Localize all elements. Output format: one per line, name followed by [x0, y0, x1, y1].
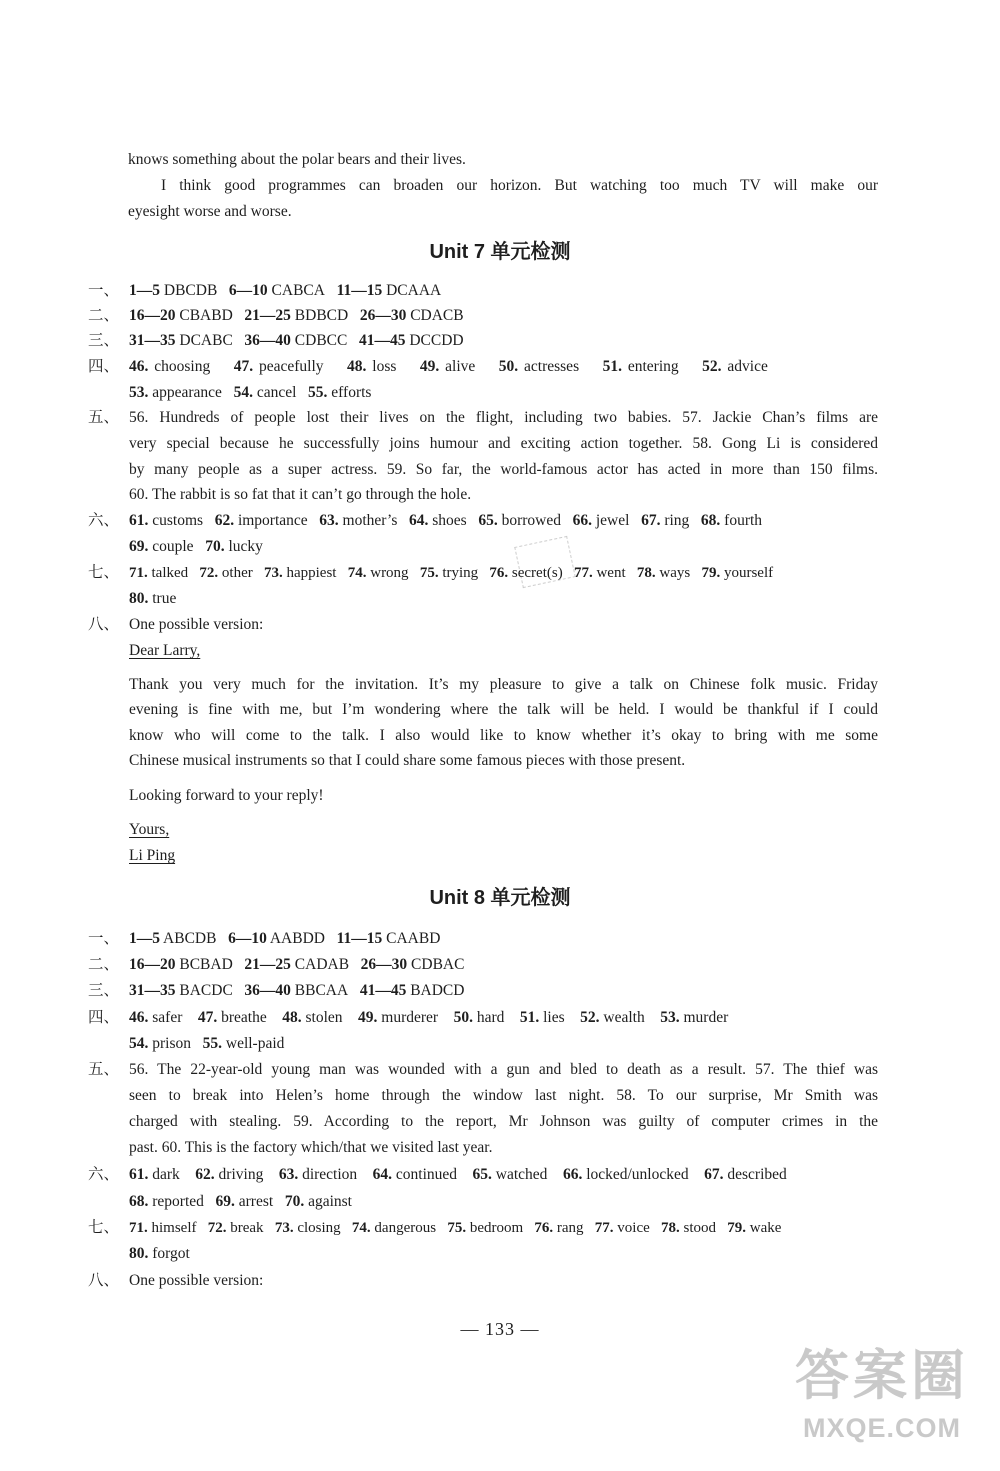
- section-label: 四、: [88, 1009, 120, 1026]
- letter-name: Li Ping: [129, 847, 176, 864]
- unit7-section-4-row2: 53. appearance 54. cancel 55. efforts: [129, 384, 372, 401]
- unit8-section-8-intro: One possible version:: [129, 1272, 264, 1289]
- unit8-section-6-row2: 68. reported 69. arrest 70. against: [129, 1193, 352, 1210]
- watermark-logo-text: 答案圈: [795, 1346, 969, 1406]
- section-label: 六、: [88, 1166, 120, 1183]
- unit8-section-7-row2: 80. forgot: [129, 1245, 190, 1262]
- unit8-section-4-row2: 54. prison 55. well-paid: [129, 1035, 285, 1052]
- section-label: 七、: [88, 1219, 120, 1236]
- section-label: 五、: [88, 409, 120, 426]
- unit7-title: Unit 7 单元检测: [429, 241, 571, 263]
- letter-salutation: Dear Larry,: [129, 642, 201, 659]
- section-label: 七、: [88, 564, 120, 581]
- section-label: 一、: [88, 282, 120, 299]
- letter-closing: Looking forward to your reply!: [129, 787, 324, 804]
- unit8-section-5-line: charged with stealing. 59. According to the report, Mr Johnson was guilty of computer crimes in the: [129, 1113, 878, 1130]
- unit7-section-1: 1—5 DBCDB 6—10 CABCA 11—15 DCAAA: [129, 282, 442, 299]
- section-label: 八、: [88, 616, 120, 633]
- unit7-section-7-row1: 71. talked 72. other 73. happiest 74. wrong 75. trying 76. secret(s) 77. went 78. ways 79. yourself: [129, 565, 774, 581]
- section-label: 五、: [88, 1061, 120, 1078]
- unit8-section-4-row1: 46. safer 47. breathe 48. stolen 49. murderer 50. hard 51. lies 52. wealth 53. murder: [129, 1009, 729, 1026]
- unit7-section-5-line: 56. Hundreds of people lost their lives on the flight, including two babies. 57. Jackie Chan’s films are: [129, 409, 878, 426]
- section-label: 三、: [88, 332, 120, 349]
- site-watermark: [778, 1341, 986, 1461]
- unit7-section-5-line: 60. The rabbit is so fat that it can’t go through the hole.: [129, 486, 472, 503]
- unit7-section-5-line: very special because he successfully joins humour and exciting action together. 58. Gong Li is considered: [129, 435, 878, 452]
- intro-line: knows something about the polar bears and their lives.: [128, 151, 466, 168]
- unit8-section-5-line: 56. The 22-year-old young man was wounded with a gun and bled to death as a result. 57. The thief was: [129, 1061, 878, 1078]
- unit8-title: Unit 8 单元检测: [429, 887, 571, 909]
- letter-line: evening is fine with me, but I’m wondering where the talk will be held. I would be thankful if I could: [129, 701, 878, 718]
- unit8-section-3: 31—35 BACDC 36—40 BBCAA 41—45 BADCD: [129, 982, 465, 999]
- section-label: 三、: [88, 982, 120, 999]
- unit7-section-8-intro: One possible version:: [129, 616, 264, 633]
- unit7-section-5-line: by many people as a super actress. 59. So far, the world-famous actor has acted in more than 150 films.: [129, 461, 878, 478]
- intro-line: eyesight worse and worse.: [128, 203, 292, 220]
- letter-line: Chinese musical instruments so that I could share some famous pieces with those present.: [129, 752, 686, 769]
- unit8-section-5-line: seen to break into Helen’s home through the window last night. 58. To our surprise, Mr Smith was: [129, 1087, 878, 1104]
- section-label: 六、: [88, 512, 120, 529]
- unit7-section-2: 16—20 CBABD 21—25 BDBCD 26—30 CDACB: [129, 307, 464, 324]
- letter-signoff: Yours,: [129, 821, 170, 838]
- unit7-section-6-row1: 61. customs 62. importance 63. mother’s 64. shoes 65. borrowed 66. jewel 67. ring 68. fourth: [129, 512, 763, 529]
- letter-line: Thank you very much for the invitation. It’s my pleasure to give a talk on Chinese folk music. Friday: [129, 676, 878, 693]
- page-number: — 133 —: [460, 1319, 540, 1339]
- unit7-section-3: 31—35 DCABC 36—40 CDBCC 41—45 DCCDD: [129, 332, 464, 349]
- watermark-url: MXQE.COM: [802, 1413, 961, 1443]
- section-label: 二、: [88, 956, 120, 973]
- unit8-section-6-row1: 61. dark 62. driving 63. direction 64. continued 65. watched 66. locked/unlocked 67. described: [129, 1166, 787, 1183]
- unit8-section-5-line: past. 60. This is the factory which/that we visited last year.: [129, 1139, 493, 1156]
- section-label: 一、: [88, 930, 120, 947]
- intro-line: I think good programmes can broaden our horizon. But watching too much TV will make our: [161, 177, 878, 194]
- section-label: 四、: [88, 358, 120, 375]
- unit8-section-7-row1: 71. himself 72. break 73. closing 74. dangerous 75. bedroom 76. rang 77. voice 78. stood 79. wake: [129, 1220, 782, 1236]
- section-label: 八、: [88, 1272, 120, 1289]
- unit8-section-1: 1—5 ABCDB 6—10 AABDD 11—15 CAABD: [129, 930, 441, 947]
- letter-line: know who will come to the talk. I also would like to know whether it’s okay to bring with me some: [129, 727, 878, 744]
- unit7-section-7-row2: 80. true: [129, 590, 177, 607]
- unit8-section-2: 16—20 BCBAD 21—25 CADAB 26—30 CDBAC: [129, 956, 465, 973]
- section-label: 二、: [88, 307, 120, 324]
- unit7-section-4-row1: 46. choosing 47. peacefully 48. loss 49. alive 50. actresses 51. entering 52. advice: [129, 358, 768, 375]
- unit7-section-6-row2: 69. couple 70. lucky: [129, 538, 263, 555]
